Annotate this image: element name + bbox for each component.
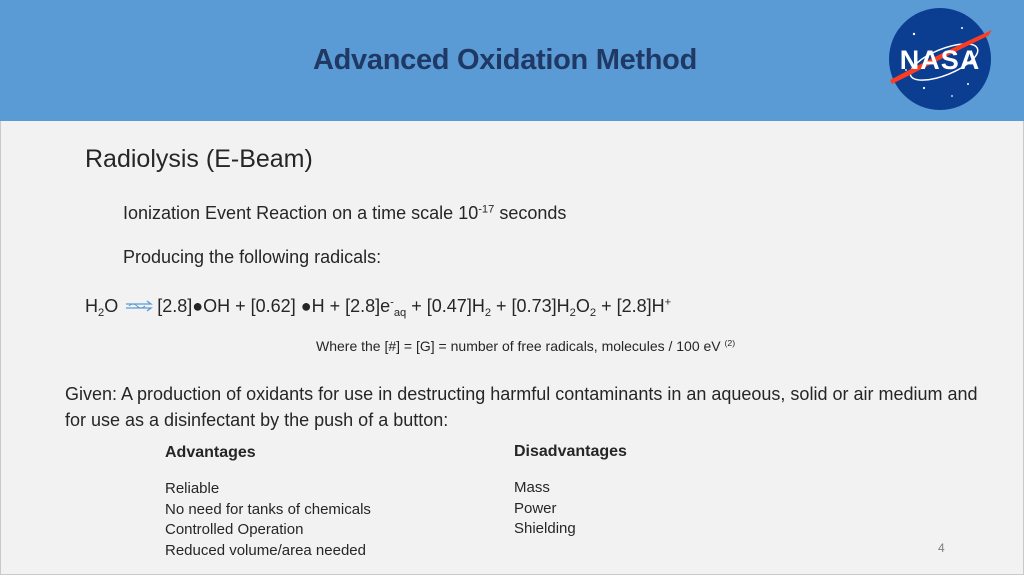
eq-part4: + [2.8]H (596, 296, 665, 316)
ionization-text: Ionization Event Reaction on a time scale 10 (123, 203, 479, 223)
section-heading: Radiolysis (E-Beam) (85, 145, 313, 173)
disadvantages-heading: Disadvantages (514, 443, 627, 460)
advantage-item: Reliable (165, 480, 220, 497)
eq-h2o2-sub2: 2 (589, 306, 597, 319)
ionization-suffix: seconds (494, 203, 567, 223)
eq-e-sup: - (390, 296, 394, 309)
disadvantage-item: Shielding (514, 520, 576, 537)
advantages-list (165, 479, 371, 561)
reaction-arrow-icon (123, 299, 157, 313)
given-paragraph: Given: A production of oxidants for use in destructing harmful contaminants in an aqueous, solid or air medium and for use as a disinfectant by the push of a button: (65, 384, 978, 430)
disadvantages-list (514, 478, 576, 540)
eq-part1: [2.8]●OH + [0.62] ●H + [2.8]e (157, 296, 391, 316)
footnote-ref: (2) (724, 337, 736, 348)
eq-hplus-sup: + (664, 296, 672, 309)
ionization-line (123, 203, 566, 224)
eq-h2-sub: 2 (484, 306, 492, 319)
slide-title: Advanced Oxidation Method (312, 44, 698, 76)
page-number: 4 (938, 541, 945, 555)
nasa-logo-text: NASA (899, 45, 981, 75)
advantage-item: Controlled Operation (165, 521, 304, 538)
footnote-text: Where the [#] = [G] = number of free radicals, molecules / 100 eV (316, 338, 725, 354)
disadvantage-item: Mass (514, 479, 550, 496)
ionization-exponent: -17 (478, 203, 495, 216)
producing-line: Producing the following radicals: (123, 247, 382, 267)
eq-o: O (104, 296, 119, 316)
advantage-item: Reduced volume/area needed (165, 541, 366, 559)
eq-h-sub: 2 (98, 306, 105, 319)
eq-part2: + [0.47]H (406, 296, 485, 316)
advantage-item: No need for tanks of chemicals (165, 500, 371, 518)
nasa-logo-icon (884, 6, 996, 112)
disadvantage-item: Power (514, 499, 557, 517)
eq-h2o2-sub1: 2 (569, 306, 576, 319)
radiolysis-equation (85, 296, 671, 317)
slide-header (0, 0, 1024, 121)
eq-h: H (85, 296, 98, 316)
eq-o2: O (575, 296, 590, 316)
advantages-heading: Advantages (165, 444, 256, 461)
eq-e-sub: aq (393, 306, 407, 319)
eq-part3: + [0.73]H (491, 296, 570, 316)
footnote-line (316, 338, 735, 354)
